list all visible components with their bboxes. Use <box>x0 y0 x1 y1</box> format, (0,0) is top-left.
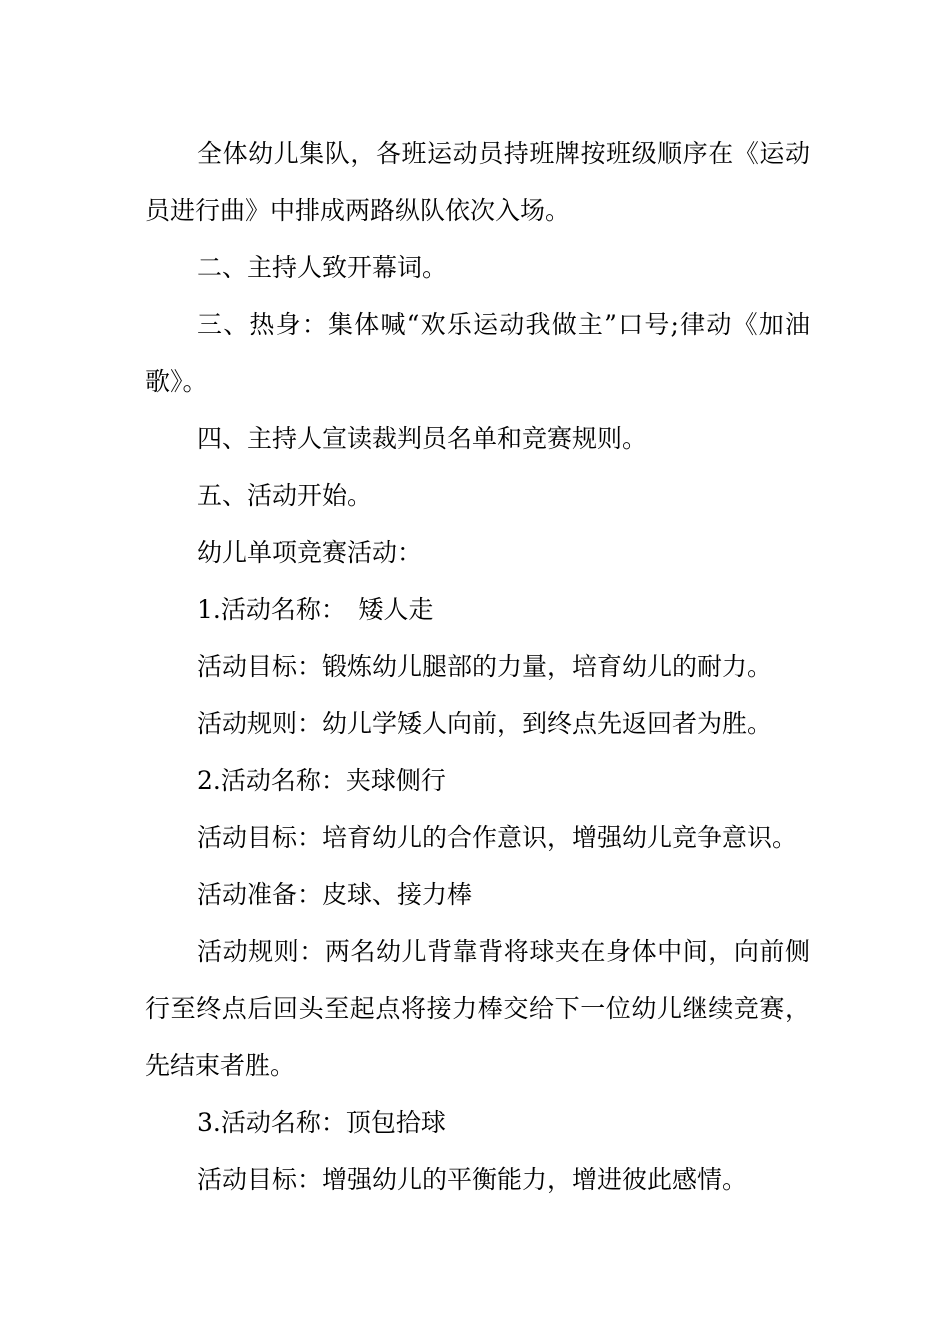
paragraph-activity-2-name: 2.活动名称：夹球侧行 <box>197 766 446 795</box>
paragraph-entrance: 全体幼儿集队，各班运动员持班牌按班级顺序在《运动员进行曲》中排成两路纵队依次入场。 <box>145 139 810 225</box>
paragraph-opening-speech: 二、主持人致开幕词。 <box>197 253 448 282</box>
paragraph-rules-announcement: 四、主持人宣读裁判员名单和竞赛规则。 <box>197 424 648 453</box>
paragraph-activity-1-name: 1.活动名称： 矮人走 <box>197 595 434 624</box>
paragraph-activity-1-rules: 活动规则：幼儿学矮人向前，到终点先返回者为胜。 <box>197 709 773 738</box>
paragraph-activity-2-prep: 活动准备：皮球、接力棒 <box>197 880 473 909</box>
paragraph-activity-2-rules: 活动规则：两名幼儿背靠背将球夹在身体中间，向前侧行至终点后回头至起点将接力棒交给下一位幼儿继续竞赛，先结束者胜。 <box>145 937 810 1080</box>
paragraph-activity-start: 五、活动开始。 <box>197 481 373 510</box>
paragraph-activity-3-name: 3.活动名称：顶包拾球 <box>197 1108 446 1137</box>
paragraph-activity-3-goal: 活动目标：增强幼儿的平衡能力，增进彼此感情。 <box>197 1165 748 1194</box>
paragraph-activity-2-goal: 活动目标：培育幼儿的合作意识，增强幼儿竞争意识。 <box>197 823 798 852</box>
paragraph-section-heading: 幼儿单项竞赛活动： <box>197 538 423 567</box>
paragraph-activity-1-goal: 活动目标：锻炼幼儿腿部的力量，培育幼儿的耐力。 <box>197 652 773 681</box>
paragraph-warmup: 三、热身：集体喊“欢乐运动我做主”口号;律动《加油歌》。 <box>145 310 810 396</box>
